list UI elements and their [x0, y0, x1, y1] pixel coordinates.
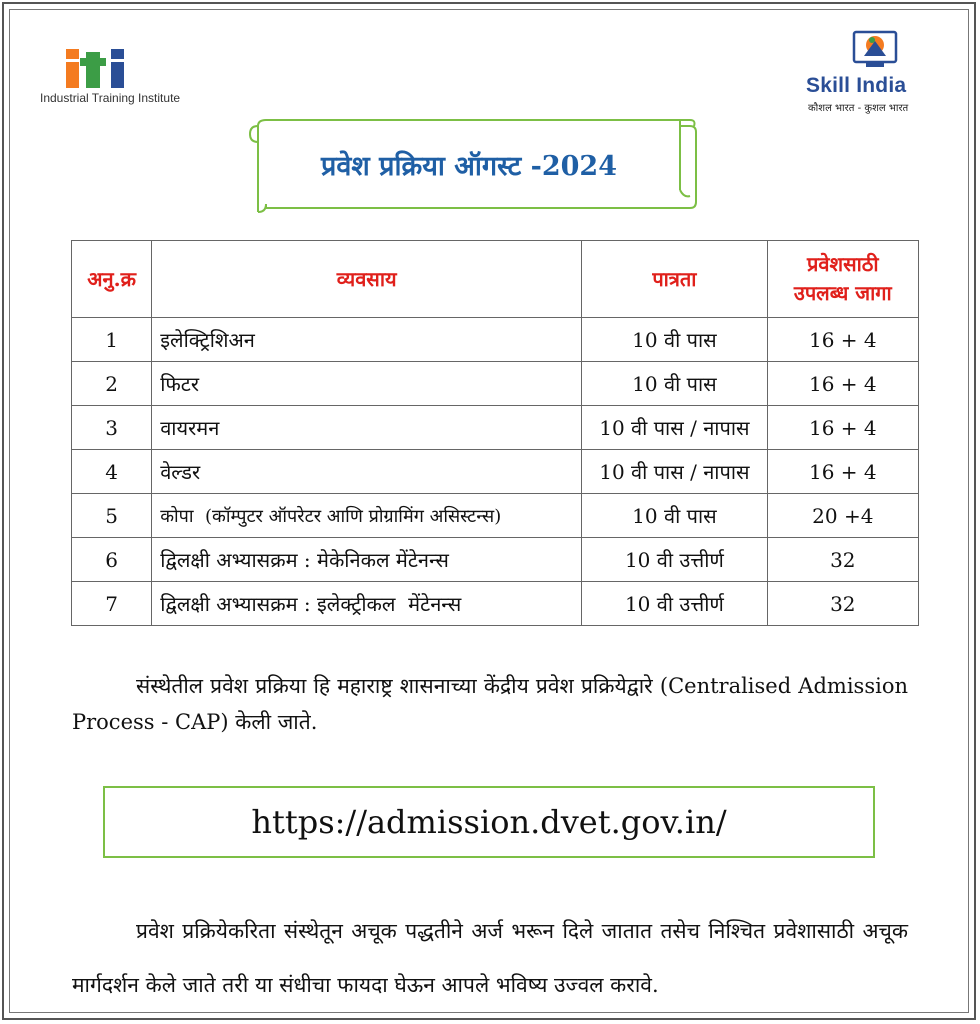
row-number: 2 — [72, 362, 152, 406]
row-seats: 16 + 4 — [767, 362, 918, 406]
iti-wordmark-icon — [66, 46, 131, 88]
table-row — [72, 362, 919, 406]
table-row — [72, 538, 919, 582]
row-number: 4 — [72, 450, 152, 494]
table-row — [72, 450, 919, 494]
guidance-paragraph — [72, 904, 908, 1012]
header-trade: व्यवसाय — [152, 241, 582, 318]
header-seats-line2: उपलब्ध जागा — [793, 281, 892, 305]
table-row — [72, 582, 919, 626]
table-row — [72, 494, 919, 538]
iti-letter-i-orange — [66, 62, 79, 88]
row-eligibility: 10 वी उत्तीर्ण — [582, 538, 767, 582]
row-number: 6 — [72, 538, 152, 582]
row-seats: 16 + 4 — [767, 318, 918, 362]
row-trade: वायरमन — [152, 406, 582, 450]
row-eligibility: 10 वी पास — [582, 362, 767, 406]
title-banner — [244, 112, 698, 216]
row-seats: 16 + 4 — [767, 406, 918, 450]
admission-url-box — [103, 786, 875, 858]
row-eligibility: 10 वी पास — [582, 494, 767, 538]
row-trade: फिटर — [152, 362, 582, 406]
table-row — [72, 318, 919, 362]
row-seats: 32 — [767, 582, 918, 626]
header-serial: अनु.क्र — [72, 241, 152, 318]
row-trade: कोपा (कॉम्पुटर ऑपरेटर आणि प्रोग्रामिंग असिस्टन्स) — [152, 494, 582, 538]
header-eligibility: पात्रता — [582, 241, 767, 318]
header-seats — [767, 241, 918, 318]
skill-india-tagline: कौशल भारत - कुशल भारत — [808, 103, 909, 114]
row-trade: इलेक्ट्रिशिअन — [152, 318, 582, 362]
row-number: 7 — [72, 582, 152, 626]
admission-url-link[interactable]: https://admission.dvet.gov.in/ — [251, 803, 727, 841]
cap-paragraph — [72, 668, 908, 740]
row-trade: वेल्डर — [152, 450, 582, 494]
row-eligibility: 10 वी पास / नापास — [582, 450, 767, 494]
row-trade: द्विलक्षी अभ्यासक्रम : मेकेनिकल मेंटेनन्स — [152, 538, 582, 582]
row-trade: द्विलक्षी अभ्यासक्रम : इलेक्ट्रीकल मेंटेनन्स — [152, 582, 582, 626]
table-header-row — [72, 241, 919, 318]
skill-india-logo — [800, 28, 950, 114]
iti-subtitle: Industrial Training Institute — [40, 91, 181, 105]
header-seats-line1: प्रवेशसाठी — [807, 252, 879, 276]
admission-table — [71, 240, 919, 626]
row-seats: 32 — [767, 538, 918, 582]
row-number: 5 — [72, 494, 152, 538]
row-eligibility: 10 वी उत्तीर्ण — [582, 582, 767, 626]
guidance-paragraph-text: प्रवेश प्रक्रियेकरिता संस्थेतून अचूक पद्धतीने अर्ज भरून दिले जातात तसेच निश्चित प्रवेशासाठी अचूक मार्गदर्शन केले जाते तरी या संधीचा फायदा घेऊन आपले भविष्य उज्वल करावे. — [72, 919, 908, 997]
row-number: 1 — [72, 318, 152, 362]
row-eligibility: 10 वी पास / नापास — [582, 406, 767, 450]
cap-paragraph-text: संस्थेतील प्रवेश प्रक्रिया हि महाराष्ट्र शासनाच्या केंद्रीय प्रवेश प्रक्रियेद्वारे (Centralised Admission Process - CAP) केली जाते. — [72, 674, 908, 734]
iti-letter-t-green — [86, 52, 100, 88]
row-seats: 16 + 4 — [767, 450, 918, 494]
table-row — [72, 406, 919, 450]
skill-india-emblem-icon — [850, 30, 900, 70]
row-eligibility: 10 वी पास — [582, 318, 767, 362]
row-number: 3 — [72, 406, 152, 450]
iti-letter-i-blue — [111, 62, 124, 88]
skill-india-wordmark: Skill India — [806, 74, 907, 97]
banner-title: प्रवेश प्रक्रिया ऑगस्ट -2024 — [321, 151, 617, 182]
iti-logo — [40, 44, 190, 110]
row-seats: 20 +4 — [767, 494, 918, 538]
